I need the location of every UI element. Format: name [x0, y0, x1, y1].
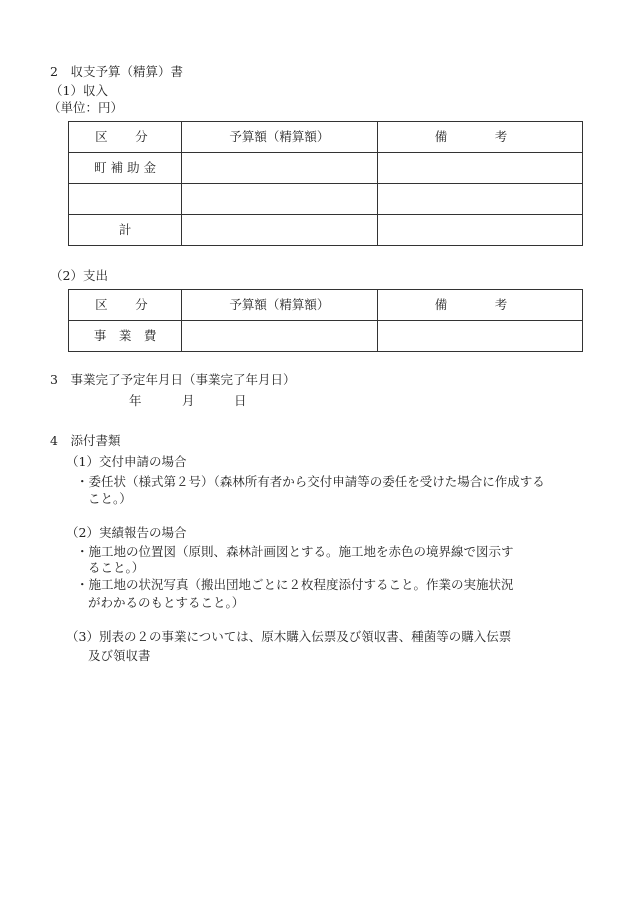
- expense-table: [68, 289, 583, 352]
- row-remarks[interactable]: [377, 153, 582, 184]
- row-budget[interactable]: [182, 153, 377, 184]
- header-budget: 予算額（精算額）: [182, 290, 377, 321]
- header-remarks: 備 考: [377, 290, 582, 321]
- row-category: 計: [69, 215, 182, 246]
- table-row: [69, 184, 583, 215]
- row-remarks[interactable]: [377, 321, 582, 352]
- header-category: 区 分: [69, 290, 182, 321]
- row-budget[interactable]: [182, 321, 377, 352]
- expense-label: （2）支出: [50, 268, 108, 283]
- sub1-label: （1）交付申請の場合: [66, 454, 187, 469]
- expense-table-header: [69, 290, 583, 321]
- header-category: 区 分: [69, 122, 182, 153]
- section-3-heading: 3 事業完了予定年月日（事業完了年月日）: [50, 372, 296, 387]
- income-table: [68, 121, 583, 246]
- sub2-item2-line2: がわかるのもとすること。）: [88, 595, 245, 610]
- sub2-item2-line1: ・施工地の状況写真（搬出団地ごとに２枚程度添付すること。作業の実施状況: [76, 577, 514, 592]
- row-budget[interactable]: [182, 184, 377, 215]
- sub3-line2: 及び領収書: [88, 648, 151, 663]
- header-budget: 予算額（精算額）: [182, 122, 377, 153]
- unit-label: （単位：円）: [48, 100, 124, 115]
- income-label: （1）収入: [50, 83, 108, 98]
- sub2-item1-line1: ・施工地の位置図（原則、森林計画図とする。施工地を赤色の境界線で図示す: [76, 544, 514, 559]
- section-2-heading: 2 収支予算（精算）書: [50, 64, 183, 79]
- table-row: [69, 153, 583, 184]
- row-category[interactable]: [69, 184, 182, 215]
- table-row: [69, 321, 583, 352]
- row-budget[interactable]: [182, 215, 377, 246]
- section-4-heading: 4 添付書類: [50, 433, 121, 448]
- sub3-line1: （3）別表の２の事業については、原木購入伝票及び領収書、種菌等の購入伝票: [66, 629, 512, 644]
- row-remarks[interactable]: [377, 184, 582, 215]
- header-remarks: 備 考: [377, 122, 582, 153]
- income-table-header: [69, 122, 583, 153]
- table-row-total: [69, 215, 583, 246]
- date-year: 年: [129, 393, 142, 408]
- row-remarks[interactable]: [377, 215, 582, 246]
- sub2-label: （2）実績報告の場合: [66, 525, 187, 540]
- sub2-item1-line2: ること。）: [88, 560, 145, 575]
- row-category: 事 業 費: [69, 321, 182, 352]
- row-category: 町 補 助 金: [69, 153, 182, 184]
- sub1-item1-line1: ・委任状（様式第２号）（森林所有者から交付申請等の委任を受けた場合に作成する: [76, 474, 545, 489]
- date-day: 日: [234, 393, 247, 408]
- date-month: 月: [182, 393, 195, 408]
- sub1-item1-line2: こと。）: [88, 491, 132, 506]
